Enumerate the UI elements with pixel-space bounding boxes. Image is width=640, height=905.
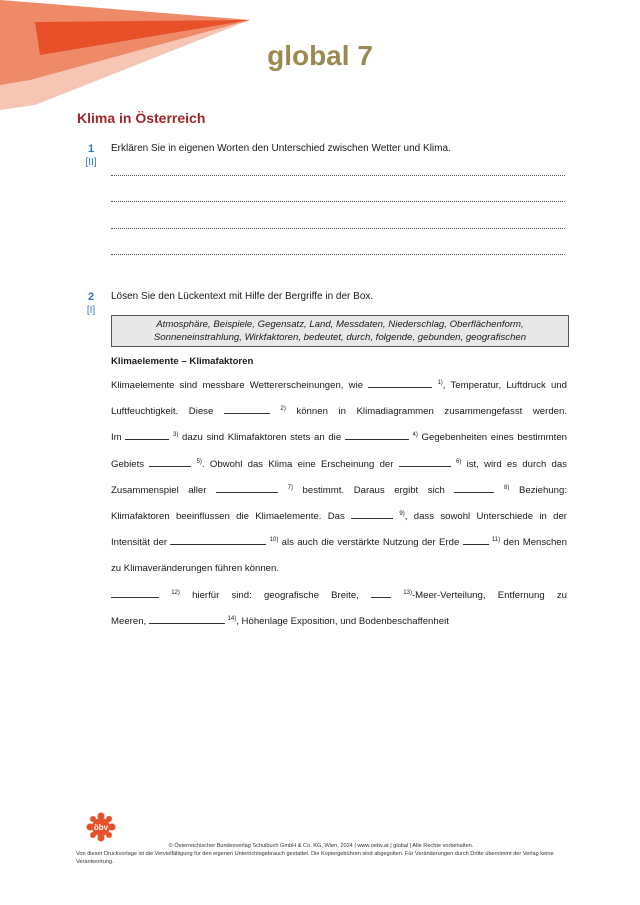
gap-input[interactable] [371,587,391,598]
text: Gebiets [111,458,150,470]
gap-input[interactable] [111,587,159,598]
text: ist, wird es durch das [461,458,568,470]
text: können in Klimadiagrammen zusammengefasst werden. [285,406,567,418]
gap-number: 1) [437,379,443,386]
gap-number: 10) [269,537,279,544]
text: bestimmt. Daraus ergibt sich [292,484,455,496]
cloze-line [111,504,567,530]
text: Zusammenspiel aller [111,484,217,496]
gap-input[interactable] [351,508,393,519]
gap-number: 14) [227,615,237,622]
word-box-line: Atmosphäre, Beispiele, Gegensatz, Land, Messdaten, Niederschlag, Oberflächenform, [156,319,524,330]
task-instruction: Lösen Sie den Lückentext mit Hilfe der Bergriffe in der Box. [111,291,374,302]
text: Beziehung: [509,484,567,496]
cloze-line [111,609,567,635]
gap-input[interactable] [224,403,270,414]
page-title: Klima in Österreich [77,110,206,126]
text: . Obwohl das Klima eine Erscheinung der [201,458,399,470]
task-1 [77,143,567,273]
text: , Höhenlage Exposition, und Bodenbeschaffenheit [236,615,449,627]
text: Klimafaktoren beeinflussen die Klimaelemente. Das [111,511,352,523]
cloze-line [111,478,567,504]
cloze-text [111,356,567,635]
gap-input[interactable] [345,429,409,440]
task-number: 1 [87,143,95,155]
gap-number: 4) [412,432,418,439]
gap-number: 3) [173,432,179,439]
task-level: [I] [86,305,96,316]
word-box [111,315,569,347]
gap-number: 9) [399,510,405,517]
gap-input[interactable] [149,456,191,467]
cloze-line [111,373,567,399]
svg-text:öbv: öbv [93,823,109,832]
gap-number: 11) [491,537,501,544]
text: dazu sind Klimafaktoren stets an die [178,432,345,444]
cloze-line [111,583,567,609]
text: -Meer-Verteilung, Entfernung zu [411,589,568,601]
text: , dass sowohl Unterschiede in der [404,511,567,523]
footer-copyright: © Österreichischer Bundesverlag Schulbuch GmbH & Co. KG, Wien, 2024 | www.oebv.at | global | Alle Rechte vorbehalten. [168,843,474,849]
footer-notice: Von dieser Druckvorlage ist die Vervielfältigung für den eigenen Unterrichtsgebrauch gestattet. Die Kopiergebühren sind abgegolten. Für Veränderungen durch Dritte übernimmt der Verlag keine Verantwortung. [76,851,554,865]
text: als auch die verstärkte Nutzung der Erde [278,537,463,549]
cloze-subheading: Klimaelemente – Klimafaktoren [111,356,254,367]
text: zu Klimaveränderungen führen können. [111,563,280,575]
gap-input[interactable] [149,613,225,624]
gap-number: 7) [287,484,293,491]
gap-number: 13) [403,589,412,596]
text: den Menschen [500,537,567,549]
task-instruction: Erklären Sie in eigenen Worten den Unterschied zwischen Wetter und Klima. [111,143,451,154]
gap-input[interactable] [125,429,169,440]
text: , Temperatur, Luftdruck und [442,380,567,391]
text: Im [111,432,126,444]
gap-input[interactable] [368,377,432,388]
publisher-logo-icon [86,812,116,842]
brand-title: global 7 [267,40,373,71]
answer-line[interactable] [111,200,565,202]
text: Luftfeuchtigkeit. Diese [111,406,224,418]
cloze-line [111,425,567,451]
task-level: [II] [85,157,97,168]
text: Intensität der [111,537,171,549]
gap-number: 2) [280,406,286,413]
gap-number: 5) [196,458,202,465]
task-number: 2 [87,291,95,303]
task-2 [77,291,567,351]
gap-number: 6) [455,458,462,465]
text: Klimaelemente sind messbare Wettererscheinungen, wie [111,380,369,391]
cloze-line [111,452,567,478]
footer [76,842,566,866]
gap-number: 8) [504,484,510,491]
word-box-line: Sonneneinstrahlung, Wirkfaktoren, bedeutet, durch, folgende, gebunden, geografischen [153,332,527,343]
gap-input[interactable] [170,534,266,545]
cloze-line [111,530,567,556]
gap-input[interactable] [399,456,451,467]
answer-line[interactable] [111,174,565,176]
cloze-line [111,399,567,425]
gap-input[interactable] [463,534,489,545]
gap-input[interactable] [216,482,278,493]
cloze-line [111,556,567,582]
text: Meeren, [111,615,149,627]
gap-number: 12) [171,589,180,596]
gap-input[interactable] [454,482,494,493]
text: hierfür sind: geografische Breite, [179,589,372,601]
answer-line[interactable] [111,253,565,255]
text: Gegebenheiten eines bestimmten [417,432,567,444]
answer-line[interactable] [111,227,565,229]
